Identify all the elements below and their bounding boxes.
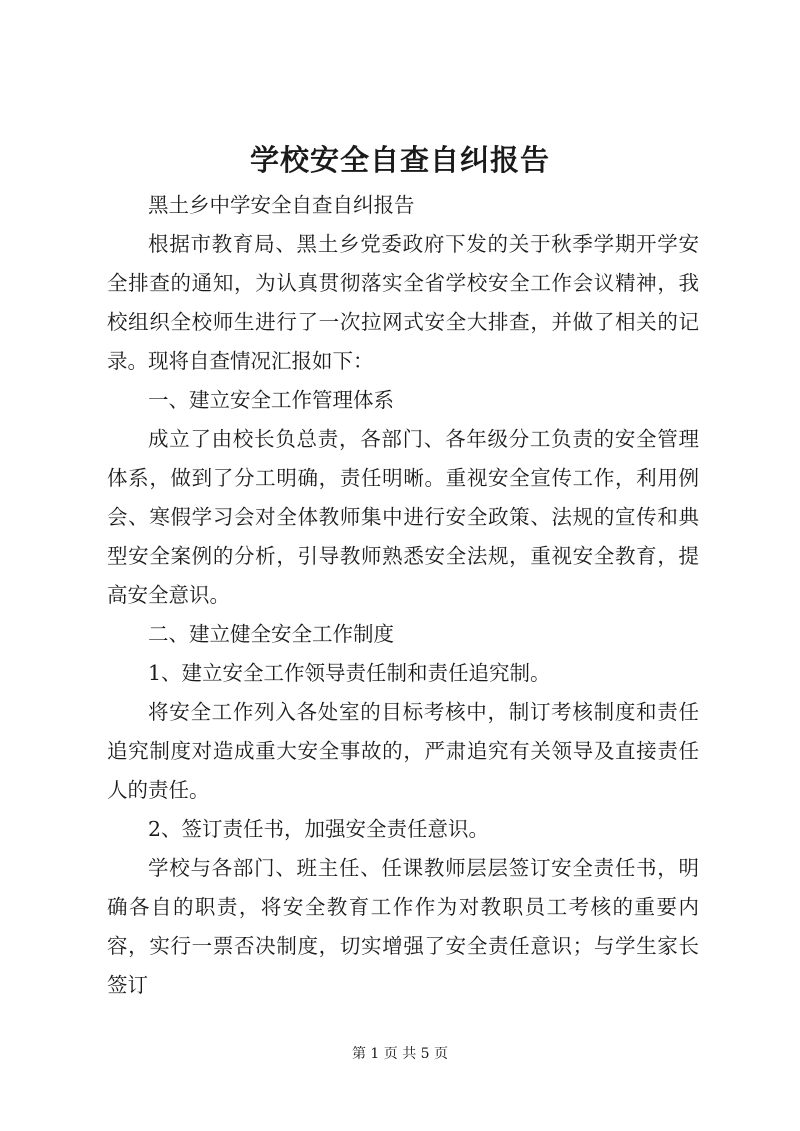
subsection-heading-2: 2、签订责任书，加强安全责任意识。 [148, 817, 490, 841]
intro-paragraph: 根据市教育局、黑土乡党委政府下发的关于秋季学期开学安全排查的通知，为认真贯彻落实全省学校安全工作会议精神，我校组织全校师生进行了一次拉网式安全大排查，并做了相关的记录。现将自查情况汇报如下： [107, 232, 699, 373]
section-heading-2: 二、建立健全安全工作制度 [148, 622, 394, 646]
section-1-paragraph: 成立了由校长负总责，各部门、各年级分工负责的安全管理体系，做到了分工明确，责任明晰。重视安全宣传工作，利用例会、寒假学习会对全体教师集中进行安全政策、法规的宣传和典型安全案例的分析，引导教师熟悉安全法规，重视安全教育，提高安全意识。 [107, 427, 699, 607]
subsection-1-paragraph: 将安全工作列入各处室的目标考核中，制订考核制度和责任追究制度对造成重大安全事故的，严肃追究有关领导及直接责任人的责任。 [107, 700, 699, 802]
subtitle-paragraph: 黑土乡中学安全自查自纠报告 [148, 193, 415, 217]
subsection-2-paragraph: 学校与各部门、班主任、任课教师层层签订安全责任书，明确各自的职责，将安全教育工作作为对教职员工考核的重要内容，实行一票否决制度，切实增强了安全责任意识；与学生家长签订 [107, 856, 699, 997]
page-number-footer: 第 1 页 共 5 页 [351, 1046, 449, 1062]
document-body [107, 186, 699, 1005]
subsection-heading-1: 1、建立安全工作领导责任制和责任追究制。 [148, 661, 551, 685]
section-heading-1: 一、建立安全工作管理体系 [148, 388, 394, 412]
document-title: 学校安全自查自纠报告 [249, 143, 550, 177]
